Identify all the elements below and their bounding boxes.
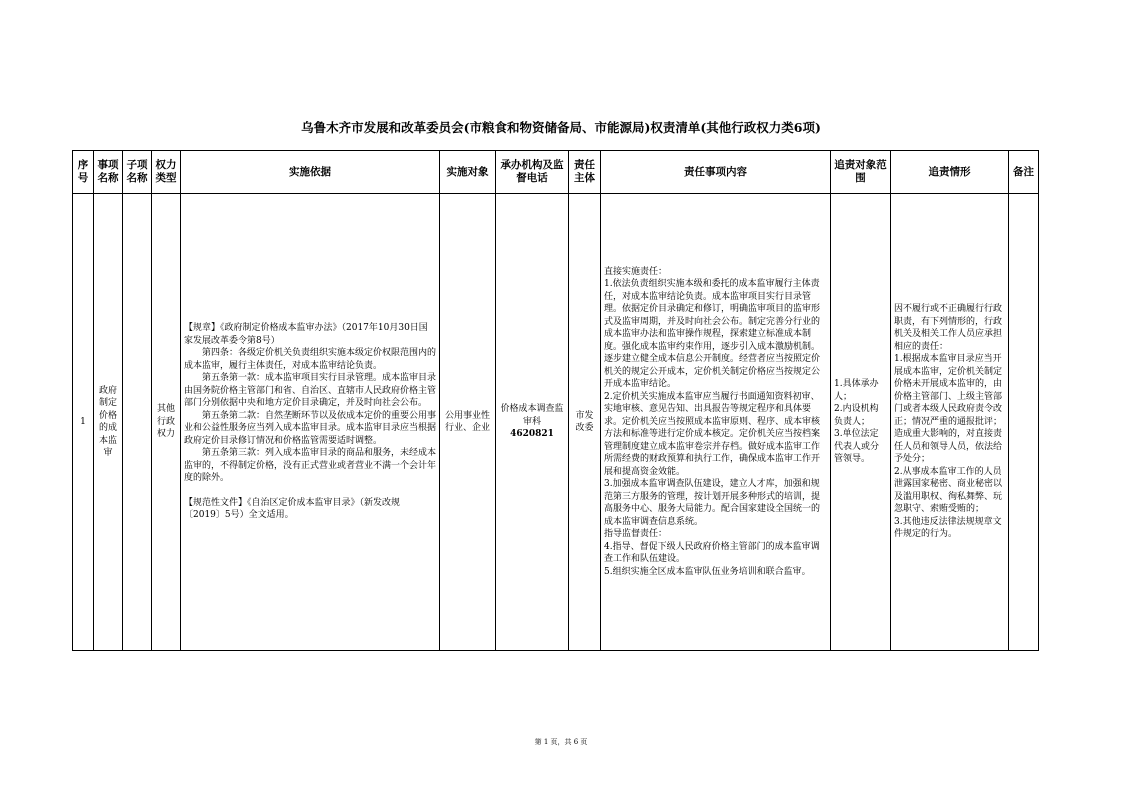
header-row [73,151,1039,194]
responsibility-table [72,150,1039,651]
cell-scope [831,194,891,651]
header-scope: 追责对象范围 [831,151,891,194]
duties-text [604,266,827,579]
scope-text [834,378,887,466]
header-target: 实施对象 [440,151,496,194]
conditions-paragraph: 1.根据成本监审目录应当开展成本监审，定价机关制定价格未开展成本监审的，由价格主管部门、上级主管部门或者本级人民政府责令改正；情况严重的通报批评；造成重大影响的，对直接责任人员和领导人员，依法给予处分； [894,354,1003,465]
table-row [73,194,1039,651]
basis-paragraph [184,485,436,497]
header-seq: 序号 [73,151,94,194]
page-footer: 第 1 页，共 6 页 [534,738,588,746]
duties-paragraph: 3.加强成本监审调查队伍建设，建立人才库，加强和规范第三方服务的管理，按计划开展多种形式的培训，提高服务中心、服务大局能力。配合国家建设全国统一的成本监审调查信息系统。 [604,479,821,527]
cell-conditions [891,194,1009,651]
basis-paragraph: 第四条：各级定价机关负责组织实施本级定价权限范围内的成本监审，履行主体责任，对成本监审结论负责。 [184,348,437,371]
cell-item-name: 政府制定价格的成本监审 [94,194,123,651]
basis-paragraph: 第五条第三款：列入成本监审目录的商品和服务，未经成本监审的，不得制定价格，没有正式营业或者营业不满一个会计年度的除外。 [184,448,437,484]
conditions-paragraph: 3.其他违反法律法规规章文件规定的行为。 [894,516,1002,540]
basis-paragraph: 【规范性文件】《自治区定价成本监审目录》（新发改规〔2019〕5号）全文适用。 [184,497,401,521]
basis-paragraph: 【规章】《政府制定价格成本监审办法》（2017年10月30日国家发展改革委令第8号） [184,323,428,346]
header-conditions: 追责情形 [891,151,1009,194]
duties-paragraph: 指导监督责任： [604,529,668,540]
basis-paragraph: 第五条第一款：成本监审项目实行目录管理。成本监审目录由国务院价格主管部门和省、自治区、直辖市人民政府价格主管部门分别依据中央和地方定价目录确定，并及时向社会公布。 [184,373,437,409]
scope-paragraph: 2.内设机构负责人； [834,404,879,427]
cell-duties [601,194,831,651]
header-sub-name: 子项名称 [123,151,152,194]
scope-paragraph: 3.单位法定代表人或分管领导。 [834,429,880,465]
cell-remarks [1009,194,1039,651]
duties-paragraph: 1.依法负责组织实施本级和委托的成本监审履行主体责任，对成本监审结论负责。成本监审项目实行目录管理。依据定价目录确定和修订，明确监审项目的监审形式及监审周期，并及时向社会公布。制定完善分行业的成本监审办法和监审操作规程，探索建立标准成本制度。强化成本监审约束作用，逐步引入成本激励机制。逐步建立健全成本信息公开制度。经营者应当按照定价机关的规定公开成本，定价机关制定价格应当按规定公开成本监审结论。 [604,279,821,390]
cell-seq: 1 [73,194,94,651]
document-title: 乌鲁木齐市发展和改革委员会(市粮食和物资储备局、市能源局)权责清单(其他行政权力类6项) [301,120,821,135]
duties-paragraph: 5.组织实施全区成本监审队伍业务培训和联合监审。 [604,566,811,577]
cell-sub-name [123,194,152,651]
org-phone: 4620821 [510,429,554,440]
header-subject: 责任主体 [569,151,601,194]
cell-org [496,194,569,651]
header-duties: 责任事项内容 [601,151,831,194]
cell-power-type: 其他行政权力 [152,194,181,651]
cell-subject: 市发改委 [569,194,601,651]
duties-paragraph: 4.指导、督促下级人民政府价格主管部门的成本监审调查工作和队伍建设。 [604,541,820,565]
cell-basis [181,194,440,651]
conditions-paragraph: 因不履行或不正确履行行政职责，有下列情形的，行政机关及相关工作人员应承担相应的责任： [894,304,1003,352]
scope-paragraph: 1.具体承办人； [834,379,879,402]
header-remarks: 备注 [1009,151,1039,194]
cell-target: 公用事业性行业、企业 [440,194,496,651]
header-power-type: 权力类型 [152,151,181,194]
header-item-name: 事项名称 [94,151,123,194]
duties-paragraph: 2.定价机关实施成本监审应当履行书面通知资料初审、实地审核、意见告知、出具报告等规定程序和具体要求。定价机关应当按照成本监审原则、程序、成本审核方法和标准等进行定价成本核定。定价机关应当按档案管理制度建立成本监审卷宗并存档。做好成本监审工作所需经费的财政预算和执行工作，确保成本监审工作开展和提高资金效能。 [604,391,821,477]
duties-paragraph: 直接实施责任： [604,266,668,277]
conditions-paragraph: 2.从事成本监审工作的人员泄露国家秘密、商业秘密以及滥用职权、徇私舞弊、玩忽职守、索贿受贿的； [894,466,1003,515]
org-name: 价格成本调查监审科 [500,404,564,427]
basis-paragraph: 第五条第二款：自然垄断环节以及依成本定价的重要公用事业和公益性服务应当列入成本监审目录。成本监审目录应当根据政府定价目录修订情况和价格监管需要适时调整。 [184,410,437,446]
header-org: 承办机构及监督电话 [496,151,569,194]
header-basis: 实施依据 [181,151,440,194]
basis-text [184,322,436,522]
conditions-text [894,303,1005,541]
